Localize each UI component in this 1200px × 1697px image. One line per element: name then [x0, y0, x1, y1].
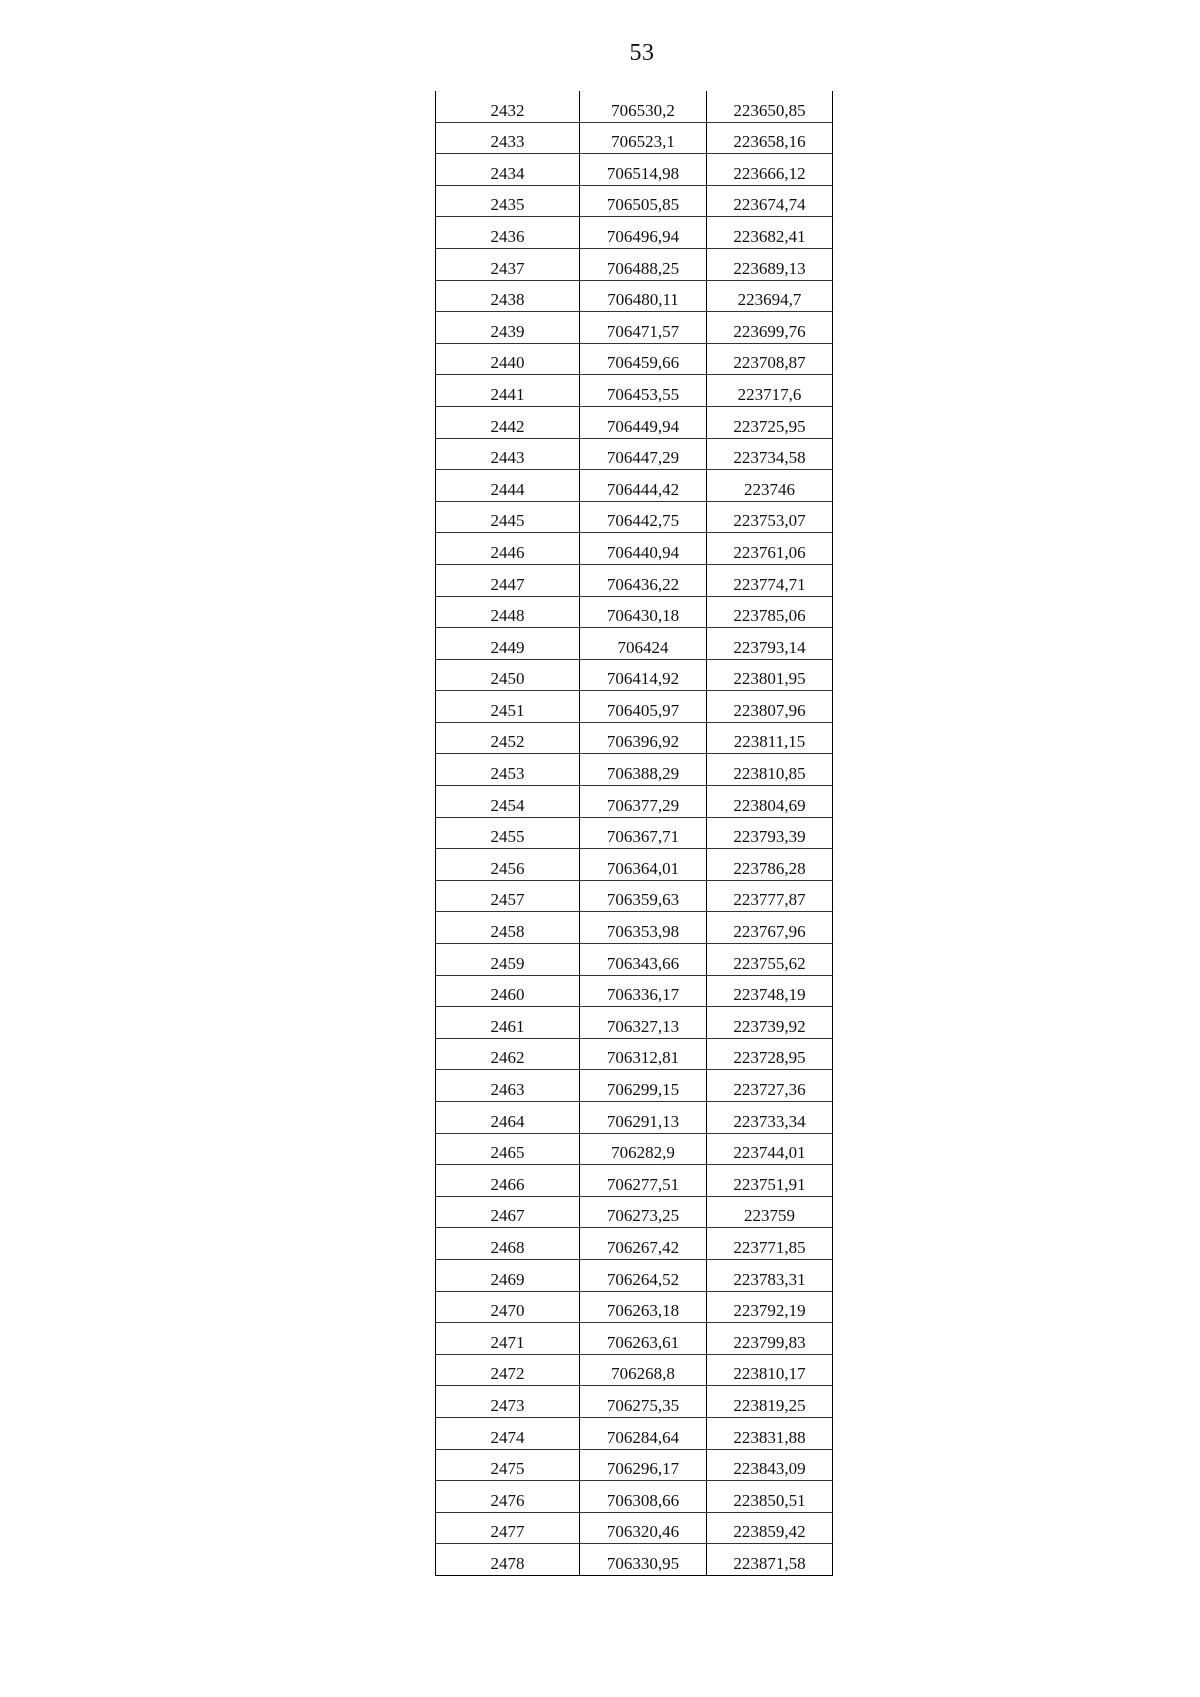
- point-number-cell: 2439: [436, 312, 580, 344]
- x-coordinate-cell: 706447,29: [580, 438, 707, 470]
- table-row: [436, 722, 833, 754]
- x-coordinate-cell: 706275,35: [580, 1386, 707, 1418]
- x-coordinate-cell: 706312,81: [580, 1038, 707, 1070]
- point-number-cell: 2462: [436, 1038, 580, 1070]
- y-coordinate-cell: 223871,58: [707, 1544, 833, 1576]
- x-coordinate-cell: 706377,29: [580, 786, 707, 818]
- table-row: [436, 280, 833, 312]
- point-number-cell: 2449: [436, 628, 580, 660]
- x-coordinate-cell: 706442,75: [580, 501, 707, 533]
- x-coordinate-cell: 706496,94: [580, 217, 707, 249]
- y-coordinate-cell: 223734,58: [707, 438, 833, 470]
- y-coordinate-cell: 223850,51: [707, 1481, 833, 1513]
- x-coordinate-cell: 706308,66: [580, 1481, 707, 1513]
- table-row: [436, 533, 833, 565]
- y-coordinate-cell: 223682,41: [707, 217, 833, 249]
- x-coordinate-cell: 706405,97: [580, 691, 707, 723]
- x-coordinate-cell: 706353,98: [580, 912, 707, 944]
- y-coordinate-cell: 223650,85: [707, 91, 833, 122]
- table-row: [436, 1417, 833, 1449]
- y-coordinate-cell: 223753,07: [707, 501, 833, 533]
- y-coordinate-cell: 223811,15: [707, 722, 833, 754]
- point-number-cell: 2464: [436, 1102, 580, 1134]
- y-coordinate-cell: 223783,31: [707, 1259, 833, 1291]
- x-coordinate-cell: 706268,8: [580, 1354, 707, 1386]
- point-number-cell: 2437: [436, 248, 580, 280]
- table-row: [436, 1228, 833, 1260]
- table-row: [436, 754, 833, 786]
- y-coordinate-cell: 223748,19: [707, 975, 833, 1007]
- point-number-cell: 2438: [436, 280, 580, 312]
- x-coordinate-cell: 706367,71: [580, 817, 707, 849]
- point-number-cell: 2472: [436, 1354, 580, 1386]
- table-row: [436, 912, 833, 944]
- point-number-cell: 2435: [436, 185, 580, 217]
- table-row: [436, 1544, 833, 1576]
- x-coordinate-cell: 706330,95: [580, 1544, 707, 1576]
- y-coordinate-cell: 223689,13: [707, 248, 833, 280]
- y-coordinate-cell: 223799,83: [707, 1323, 833, 1355]
- table-row: [436, 1259, 833, 1291]
- point-number-cell: 2473: [436, 1386, 580, 1418]
- x-coordinate-cell: 706277,51: [580, 1165, 707, 1197]
- y-coordinate-cell: 223801,95: [707, 659, 833, 691]
- point-number-cell: 2451: [436, 691, 580, 723]
- table-row: [436, 154, 833, 186]
- x-coordinate-cell: 706505,85: [580, 185, 707, 217]
- point-number-cell: 2456: [436, 849, 580, 881]
- point-number-cell: 2444: [436, 470, 580, 502]
- x-coordinate-cell: 706273,25: [580, 1196, 707, 1228]
- x-coordinate-cell: 706320,46: [580, 1512, 707, 1544]
- y-coordinate-cell: 223674,74: [707, 185, 833, 217]
- table-row: [436, 1291, 833, 1323]
- table-row: [436, 975, 833, 1007]
- y-coordinate-cell: 223771,85: [707, 1228, 833, 1260]
- y-coordinate-cell: 223728,95: [707, 1038, 833, 1070]
- point-number-cell: 2458: [436, 912, 580, 944]
- x-coordinate-cell: 706480,11: [580, 280, 707, 312]
- table-row: [436, 880, 833, 912]
- table-row: [436, 438, 833, 470]
- table-row: [436, 343, 833, 375]
- table-row: [436, 1354, 833, 1386]
- table-row: [436, 691, 833, 723]
- y-coordinate-cell: 223717,6: [707, 375, 833, 407]
- x-coordinate-cell: 706359,63: [580, 880, 707, 912]
- x-coordinate-cell: 706414,92: [580, 659, 707, 691]
- point-number-cell: 2441: [436, 375, 580, 407]
- table-row: [436, 659, 833, 691]
- y-coordinate-cell: 223739,92: [707, 1007, 833, 1039]
- point-number-cell: 2453: [436, 754, 580, 786]
- x-coordinate-cell: 706264,52: [580, 1259, 707, 1291]
- table-row: [436, 628, 833, 660]
- table-row: [436, 406, 833, 438]
- table-row: [436, 944, 833, 976]
- point-number-cell: 2474: [436, 1417, 580, 1449]
- point-number-cell: 2433: [436, 122, 580, 154]
- table-row: [436, 1070, 833, 1102]
- point-number-cell: 2455: [436, 817, 580, 849]
- table-row: [436, 564, 833, 596]
- table-row: [436, 185, 833, 217]
- y-coordinate-cell: 223859,42: [707, 1512, 833, 1544]
- y-coordinate-cell: 223843,09: [707, 1449, 833, 1481]
- x-coordinate-cell: 706364,01: [580, 849, 707, 881]
- point-number-cell: 2467: [436, 1196, 580, 1228]
- y-coordinate-cell: 223786,28: [707, 849, 833, 881]
- point-number-cell: 2448: [436, 596, 580, 628]
- x-coordinate-cell: 706396,92: [580, 722, 707, 754]
- point-number-cell: 2475: [436, 1449, 580, 1481]
- x-coordinate-cell: 706488,25: [580, 248, 707, 280]
- y-coordinate-cell: 223725,95: [707, 406, 833, 438]
- table-row: [436, 1196, 833, 1228]
- y-coordinate-cell: 223759: [707, 1196, 833, 1228]
- point-number-cell: 2471: [436, 1323, 580, 1355]
- y-coordinate-cell: 223810,85: [707, 754, 833, 786]
- page-number: 53: [629, 40, 655, 66]
- table-row: [436, 1038, 833, 1070]
- y-coordinate-cell: 223761,06: [707, 533, 833, 565]
- point-number-cell: 2436: [436, 217, 580, 249]
- y-coordinate-cell: 223744,01: [707, 1133, 833, 1165]
- x-coordinate-cell: 706263,61: [580, 1323, 707, 1355]
- y-coordinate-cell: 223774,71: [707, 564, 833, 596]
- point-number-cell: 2440: [436, 343, 580, 375]
- point-number-cell: 2459: [436, 944, 580, 976]
- y-coordinate-cell: 223767,96: [707, 912, 833, 944]
- point-number-cell: 2478: [436, 1544, 580, 1576]
- table-row: [436, 849, 833, 881]
- table-row: [436, 1133, 833, 1165]
- table-row: [436, 1386, 833, 1418]
- y-coordinate-cell: 223694,7: [707, 280, 833, 312]
- x-coordinate-cell: 706523,1: [580, 122, 707, 154]
- table-row: [436, 375, 833, 407]
- x-coordinate-cell: 706424: [580, 628, 707, 660]
- x-coordinate-cell: 706299,15: [580, 1070, 707, 1102]
- table-row: [436, 1102, 833, 1134]
- y-coordinate-cell: 223699,76: [707, 312, 833, 344]
- point-number-cell: 2434: [436, 154, 580, 186]
- table-row: [436, 312, 833, 344]
- x-coordinate-cell: 706453,55: [580, 375, 707, 407]
- y-coordinate-cell: 223751,91: [707, 1165, 833, 1197]
- point-number-cell: 2446: [436, 533, 580, 565]
- y-coordinate-cell: 223658,16: [707, 122, 833, 154]
- table-row: [436, 786, 833, 818]
- y-coordinate-cell: 223810,17: [707, 1354, 833, 1386]
- point-number-cell: 2468: [436, 1228, 580, 1260]
- table-row: [436, 217, 833, 249]
- y-coordinate-cell: 223807,96: [707, 691, 833, 723]
- y-coordinate-cell: 223733,34: [707, 1102, 833, 1134]
- x-coordinate-cell: 706282,9: [580, 1133, 707, 1165]
- x-coordinate-cell: 706471,57: [580, 312, 707, 344]
- table-row: [436, 1449, 833, 1481]
- x-coordinate-cell: 706436,22: [580, 564, 707, 596]
- table-row: [436, 248, 833, 280]
- x-coordinate-cell: 706291,13: [580, 1102, 707, 1134]
- table-row: [436, 122, 833, 154]
- y-coordinate-cell: 223804,69: [707, 786, 833, 818]
- point-number-cell: 2454: [436, 786, 580, 818]
- table-row: [436, 1512, 833, 1544]
- x-coordinate-cell: 706327,13: [580, 1007, 707, 1039]
- y-coordinate-cell: 223708,87: [707, 343, 833, 375]
- table-row: [436, 1481, 833, 1513]
- x-coordinate-cell: 706284,64: [580, 1417, 707, 1449]
- table-row: [436, 596, 833, 628]
- coordinates-table-body: [436, 91, 833, 1575]
- y-coordinate-cell: 223793,39: [707, 817, 833, 849]
- point-number-cell: 2466: [436, 1165, 580, 1197]
- point-number-cell: 2452: [436, 722, 580, 754]
- x-coordinate-cell: 706530,2: [580, 91, 707, 122]
- point-number-cell: 2450: [436, 659, 580, 691]
- y-coordinate-cell: 223727,36: [707, 1070, 833, 1102]
- y-coordinate-cell: 223785,06: [707, 596, 833, 628]
- coordinates-table: [435, 91, 833, 1576]
- y-coordinate-cell: 223792,19: [707, 1291, 833, 1323]
- point-number-cell: 2465: [436, 1133, 580, 1165]
- table-row: [436, 1165, 833, 1197]
- x-coordinate-cell: 706514,98: [580, 154, 707, 186]
- table-row: [436, 501, 833, 533]
- point-number-cell: 2463: [436, 1070, 580, 1102]
- y-coordinate-cell: 223793,14: [707, 628, 833, 660]
- point-number-cell: 2447: [436, 564, 580, 596]
- point-number-cell: 2477: [436, 1512, 580, 1544]
- table-row: [436, 1323, 833, 1355]
- x-coordinate-cell: 706449,94: [580, 406, 707, 438]
- point-number-cell: 2470: [436, 1291, 580, 1323]
- point-number-cell: 2469: [436, 1259, 580, 1291]
- x-coordinate-cell: 706336,17: [580, 975, 707, 1007]
- y-coordinate-cell: 223746: [707, 470, 833, 502]
- point-number-cell: 2476: [436, 1481, 580, 1513]
- point-number-cell: 2460: [436, 975, 580, 1007]
- x-coordinate-cell: 706459,66: [580, 343, 707, 375]
- y-coordinate-cell: 223819,25: [707, 1386, 833, 1418]
- x-coordinate-cell: 706296,17: [580, 1449, 707, 1481]
- x-coordinate-cell: 706388,29: [580, 754, 707, 786]
- point-number-cell: 2461: [436, 1007, 580, 1039]
- table-row: [436, 91, 833, 122]
- table-row: [436, 470, 833, 502]
- x-coordinate-cell: 706267,42: [580, 1228, 707, 1260]
- table-row: [436, 1007, 833, 1039]
- y-coordinate-cell: 223666,12: [707, 154, 833, 186]
- table-row: [436, 817, 833, 849]
- point-number-cell: 2457: [436, 880, 580, 912]
- point-number-cell: 2445: [436, 501, 580, 533]
- x-coordinate-cell: 706343,66: [580, 944, 707, 976]
- y-coordinate-cell: 223777,87: [707, 880, 833, 912]
- x-coordinate-cell: 706263,18: [580, 1291, 707, 1323]
- point-number-cell: 2432: [436, 91, 580, 122]
- y-coordinate-cell: 223831,88: [707, 1417, 833, 1449]
- y-coordinate-cell: 223755,62: [707, 944, 833, 976]
- x-coordinate-cell: 706440,94: [580, 533, 707, 565]
- point-number-cell: 2442: [436, 406, 580, 438]
- point-number-cell: 2443: [436, 438, 580, 470]
- x-coordinate-cell: 706444,42: [580, 470, 707, 502]
- x-coordinate-cell: 706430,18: [580, 596, 707, 628]
